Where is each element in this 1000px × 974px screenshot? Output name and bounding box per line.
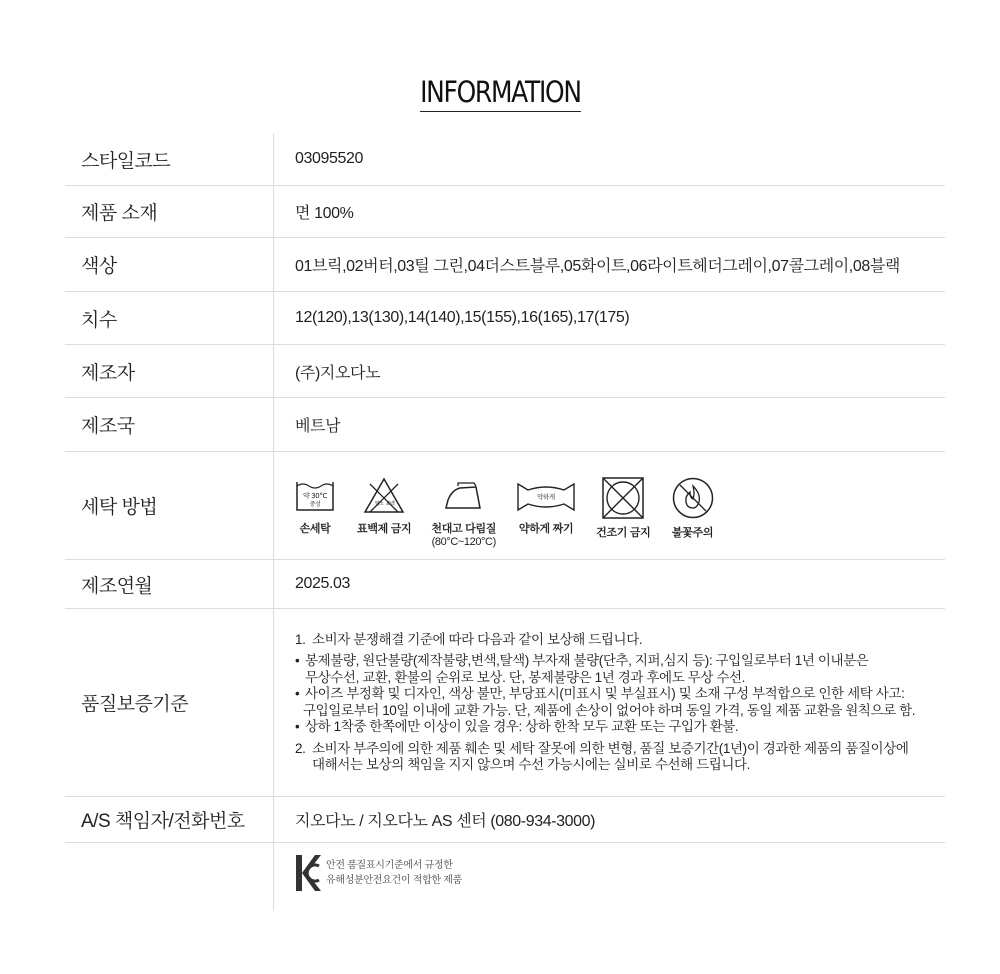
quality-bullet-3 <box>295 719 945 736</box>
care-icons <box>273 462 945 549</box>
caption-iron: 천대고 다림질 <box>431 523 497 535</box>
no-bleach-right: 표백 <box>385 501 395 507</box>
quality-bullet-2-text: 사이즈 부정확 및 디자인, 색상 불만, 부당표시(미표시 및 부실표시) 및 소재 구성 부적합으로 인한 세탁 사고: <box>305 686 905 701</box>
value-maker: (주)지오다노 <box>295 364 381 382</box>
label-country: 제조국 <box>81 416 135 437</box>
no-bleach-left: 염소 <box>374 501 384 507</box>
quality-item-2-num: 2. <box>295 740 306 756</box>
value-color: 01브릭,02버터,03틸 그린,04더스트블루,05화이트,06라이트헤더그레이,07콜그레이,08블랙 <box>295 258 900 275</box>
value-country: 베트남 <box>295 418 341 435</box>
caption-fire: 불꽃주의 <box>671 527 714 539</box>
wring-icon <box>516 476 576 516</box>
row-maker <box>65 345 945 398</box>
label-maker: 제조자 <box>81 362 135 384</box>
label-color: 색상 <box>81 256 117 277</box>
quality-item-2-text: 소비자 부주의에 의한 제품 훼손 및 세탁 잘못에 의한 변형, 품질 보증기간(1년)이 경과한 제품의 품질이상에 <box>312 740 909 756</box>
value-style-code: 03095520 <box>295 150 363 167</box>
kc-certification-icon <box>295 854 321 892</box>
label-material: 제품 소재 <box>81 203 158 224</box>
label-style-code: 스타일코드 <box>81 150 171 172</box>
wring-gentle-text: 약하게 <box>537 493 555 501</box>
quality-bullet-1-cont <box>295 670 945 687</box>
hand-wash-icon <box>293 476 337 516</box>
no-bleach-icon <box>362 476 406 516</box>
row-wash <box>65 452 945 560</box>
row-size <box>65 292 945 345</box>
row-as <box>65 797 945 843</box>
row-date <box>65 560 945 609</box>
quality-text <box>273 632 945 774</box>
kc-text <box>326 858 462 888</box>
care-gentle-wring <box>516 476 576 536</box>
quality-bullet-1-line2: 무상수선, 교환, 환불의 순위로 보상. 단, 봉제불량은 1년 경과 후에도 무상 수선. <box>305 669 745 685</box>
hand-wash-temp: 약 30°C <box>303 492 327 500</box>
page-title-wrap <box>0 74 1000 112</box>
row-kc <box>65 843 945 913</box>
info-table <box>65 133 945 913</box>
quality-bullet-2 <box>295 686 945 703</box>
kc-line-1: 안전 품질표시기준에서 규정한 <box>326 860 453 871</box>
fire-caution-icon <box>671 476 715 520</box>
value-date: 2025.03 <box>295 575 351 592</box>
row-country <box>65 398 945 452</box>
quality-item-1 <box>295 632 945 649</box>
care-no-dryer <box>596 476 650 540</box>
care-no-bleach <box>357 476 411 536</box>
kc-line-2: 유해성분안전요건이 적합한 제품 <box>326 875 462 886</box>
quality-bullet-3-text: 상하 1착중 한쪽에만 이상이 있을 경우: 상하 한착 모두 교환 또는 구입가 환불. <box>305 719 739 734</box>
bullet-mark: • <box>295 719 300 734</box>
label-wash: 세탁 방법 <box>81 497 158 518</box>
row-color <box>65 238 945 292</box>
bullet-mark: • <box>295 686 300 701</box>
no-dryer-icon <box>601 476 645 520</box>
page-title: INFORMATION <box>420 74 581 112</box>
label-quality: 품질보증기준 <box>81 694 189 715</box>
iron-icon <box>442 476 486 516</box>
caption-iron-temp: (80°C~120°C) <box>431 536 496 548</box>
row-quality <box>65 609 945 797</box>
quality-bullet-1 <box>295 653 945 670</box>
row-material <box>65 186 945 238</box>
hand-wash-neutral: 중성 <box>309 501 321 508</box>
quality-item-2-cont <box>295 757 945 774</box>
quality-item-2-line2: 대해서는 보상의 책임을 지지 않으며 수선 가능시에는 실비로 수선해 드립니다. <box>312 757 751 772</box>
bullet-mark: • <box>295 653 300 668</box>
care-iron <box>431 476 496 549</box>
value-size: 12(120),13(130),14(140),15(155),16(165),17(175) <box>295 309 630 326</box>
value-material: 면 100% <box>295 205 354 222</box>
care-fire <box>671 476 715 540</box>
quality-item-1-num: 1. <box>295 631 306 647</box>
care-hand-wash <box>293 476 337 536</box>
quality-item-2 <box>295 741 945 758</box>
row-style-code <box>65 133 945 186</box>
quality-bullet-1-text: 봉제불량, 원단불량(제작불량,변색,탈색) 부자재 불량(단추, 지퍼,심지 등): 구입일로부터 1년 이내분은 <box>305 653 869 668</box>
caption-no-bleach: 표백제 금지 <box>357 523 412 535</box>
quality-bullet-2-line2: 구입일로부터 10일 이내에 교환 가능. 단, 제품에 손상이 없어야 하며 동일 가격, 동일 제품 교환을 원칙으로 함. <box>303 702 916 718</box>
quality-bullet-2-cont <box>295 703 945 720</box>
caption-hand-wash: 손세탁 <box>299 523 331 535</box>
quality-item-1-text: 소비자 분쟁해결 기준에 따라 다음과 같이 보상해 드립니다. <box>312 631 643 647</box>
value-as: 지오다노 / 지오다노 AS 센터 (080-934-3000) <box>295 813 596 830</box>
kc-mark <box>273 854 462 892</box>
label-date: 제조연월 <box>81 575 153 597</box>
label-as: A/S 책임자/전화번호 <box>81 811 245 832</box>
caption-gentle-wring: 약하게 짜기 <box>518 523 574 535</box>
caption-no-dryer: 건조기 금지 <box>596 527 651 539</box>
label-size: 치수 <box>81 309 117 331</box>
